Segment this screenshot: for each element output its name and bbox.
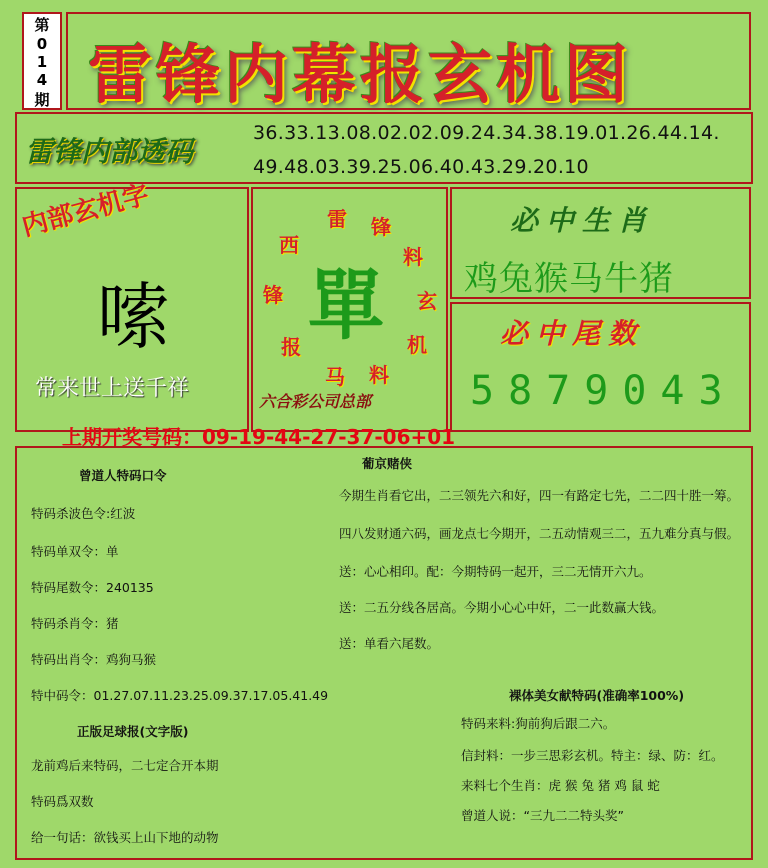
numbers-line-1: 36.33.13.08.02.02.09.24.34.38.19.01.26.44.14. <box>253 122 720 144</box>
ring-char: 马 <box>325 365 345 389</box>
numbers-line-2: 49.48.03.39.25.06.40.43.29.20.10 <box>253 156 589 178</box>
issue-char: 0 <box>36 35 48 53</box>
tips-panel <box>15 446 753 860</box>
odd-even-panel <box>251 187 448 432</box>
left-item: 特码尾数令：240135 <box>31 580 154 595</box>
company-label: 六合彩公司总部 <box>259 392 372 411</box>
numbers-panel <box>15 112 753 184</box>
soccer-item: 特码爲双数 <box>31 794 94 809</box>
left-item: 特码出肖令：鸡狗马猴 <box>31 652 157 667</box>
title-banner <box>66 12 751 113</box>
right-item: 送：心心相印。配：今期特码一起开，三二无情开六九。 <box>339 564 652 579</box>
issue-number <box>22 12 62 110</box>
mystery-char-title: 内部玄机字 <box>18 179 153 243</box>
page-title: 雷锋内幕报玄机图 <box>88 38 632 113</box>
ring-char: 锋 <box>263 283 283 307</box>
left-item: 特码杀波色令:红波 <box>31 506 136 521</box>
beauty-item: 特码来料:狗前狗后跟二六。 <box>461 716 616 731</box>
numbers-label: 雷锋内部透码 <box>25 135 194 168</box>
soccer-header: 正版足球报(文字版) <box>77 724 189 739</box>
tail-digits: 5879043 <box>470 368 737 414</box>
right-item: 今期生肖看它出，二三领先六和好，四一有路定七先，二二四十胜一筹。 <box>339 488 740 503</box>
beauty-item: 曾道人说：“三九二二特头奖” <box>461 808 624 823</box>
zodiac-title: 必中生肖 <box>510 204 655 237</box>
ring-char: 雷 <box>327 207 347 231</box>
ring-char: 料 <box>369 363 389 387</box>
zodiac-list: 鸡兔猴马牛猪 <box>464 259 674 299</box>
ring-char: 料 <box>403 245 423 269</box>
issue-char: 4 <box>36 71 48 89</box>
beauty-item: 信封料：一步三思彩玄机。特主：绿、防：红。 <box>461 748 724 763</box>
right-item: 送：单看六尾数。 <box>339 636 440 651</box>
left-item: 特码杀肖令：猪 <box>31 616 119 631</box>
left-header: 曾道人特码口令 <box>79 468 167 483</box>
ring-char: 西 <box>279 233 299 257</box>
right-header: 葡京赌侠 <box>362 456 413 471</box>
soccer-item: 给一句话：欲钱买上山下地的动物 <box>31 830 219 845</box>
left-item: 特中码令：01.27.07.11.23.25.09.37.17.05.41.49 <box>31 688 329 703</box>
zodiac-panel <box>450 187 751 299</box>
left-item: 特码单双令：单 <box>31 544 119 559</box>
ring-char: 报 <box>281 335 301 359</box>
last-draw-result: 上期开奖号码：09-19-44-27-37-06+01 <box>62 425 456 449</box>
right-item: 送：二五分线各居高。今期小心心中奸，二一此数赢大钱。 <box>339 600 665 615</box>
mystery-char-panel <box>15 179 249 432</box>
issue-char: 1 <box>36 53 48 71</box>
slogan: 常来世上送千祥 <box>35 376 190 401</box>
issue-char: 期 <box>34 91 50 109</box>
ring-char: 锋 <box>371 215 391 239</box>
right-item: 四八发财通六码，画龙点七今期开，二五动情观三二，五九难分真与假。 <box>339 526 740 541</box>
issue-char: 第 <box>34 16 50 34</box>
odd-even-char: 單 <box>308 261 384 350</box>
ring-char: 机 <box>407 333 427 357</box>
tail-title: 必中尾数 <box>500 317 645 350</box>
beauty-header: 裸体美女献特码(准确率100%) <box>509 688 685 703</box>
soccer-item: 龙前鸡后来特码，二七定合开本期 <box>31 758 219 773</box>
ring-char: 玄 <box>417 289 437 313</box>
mystery-char: 嗦 <box>97 275 170 359</box>
beauty-item: 来料七个生肖：虎 猴 兔 猪 鸡 鼠 蛇 <box>461 778 660 793</box>
tail-number-panel <box>450 302 751 432</box>
